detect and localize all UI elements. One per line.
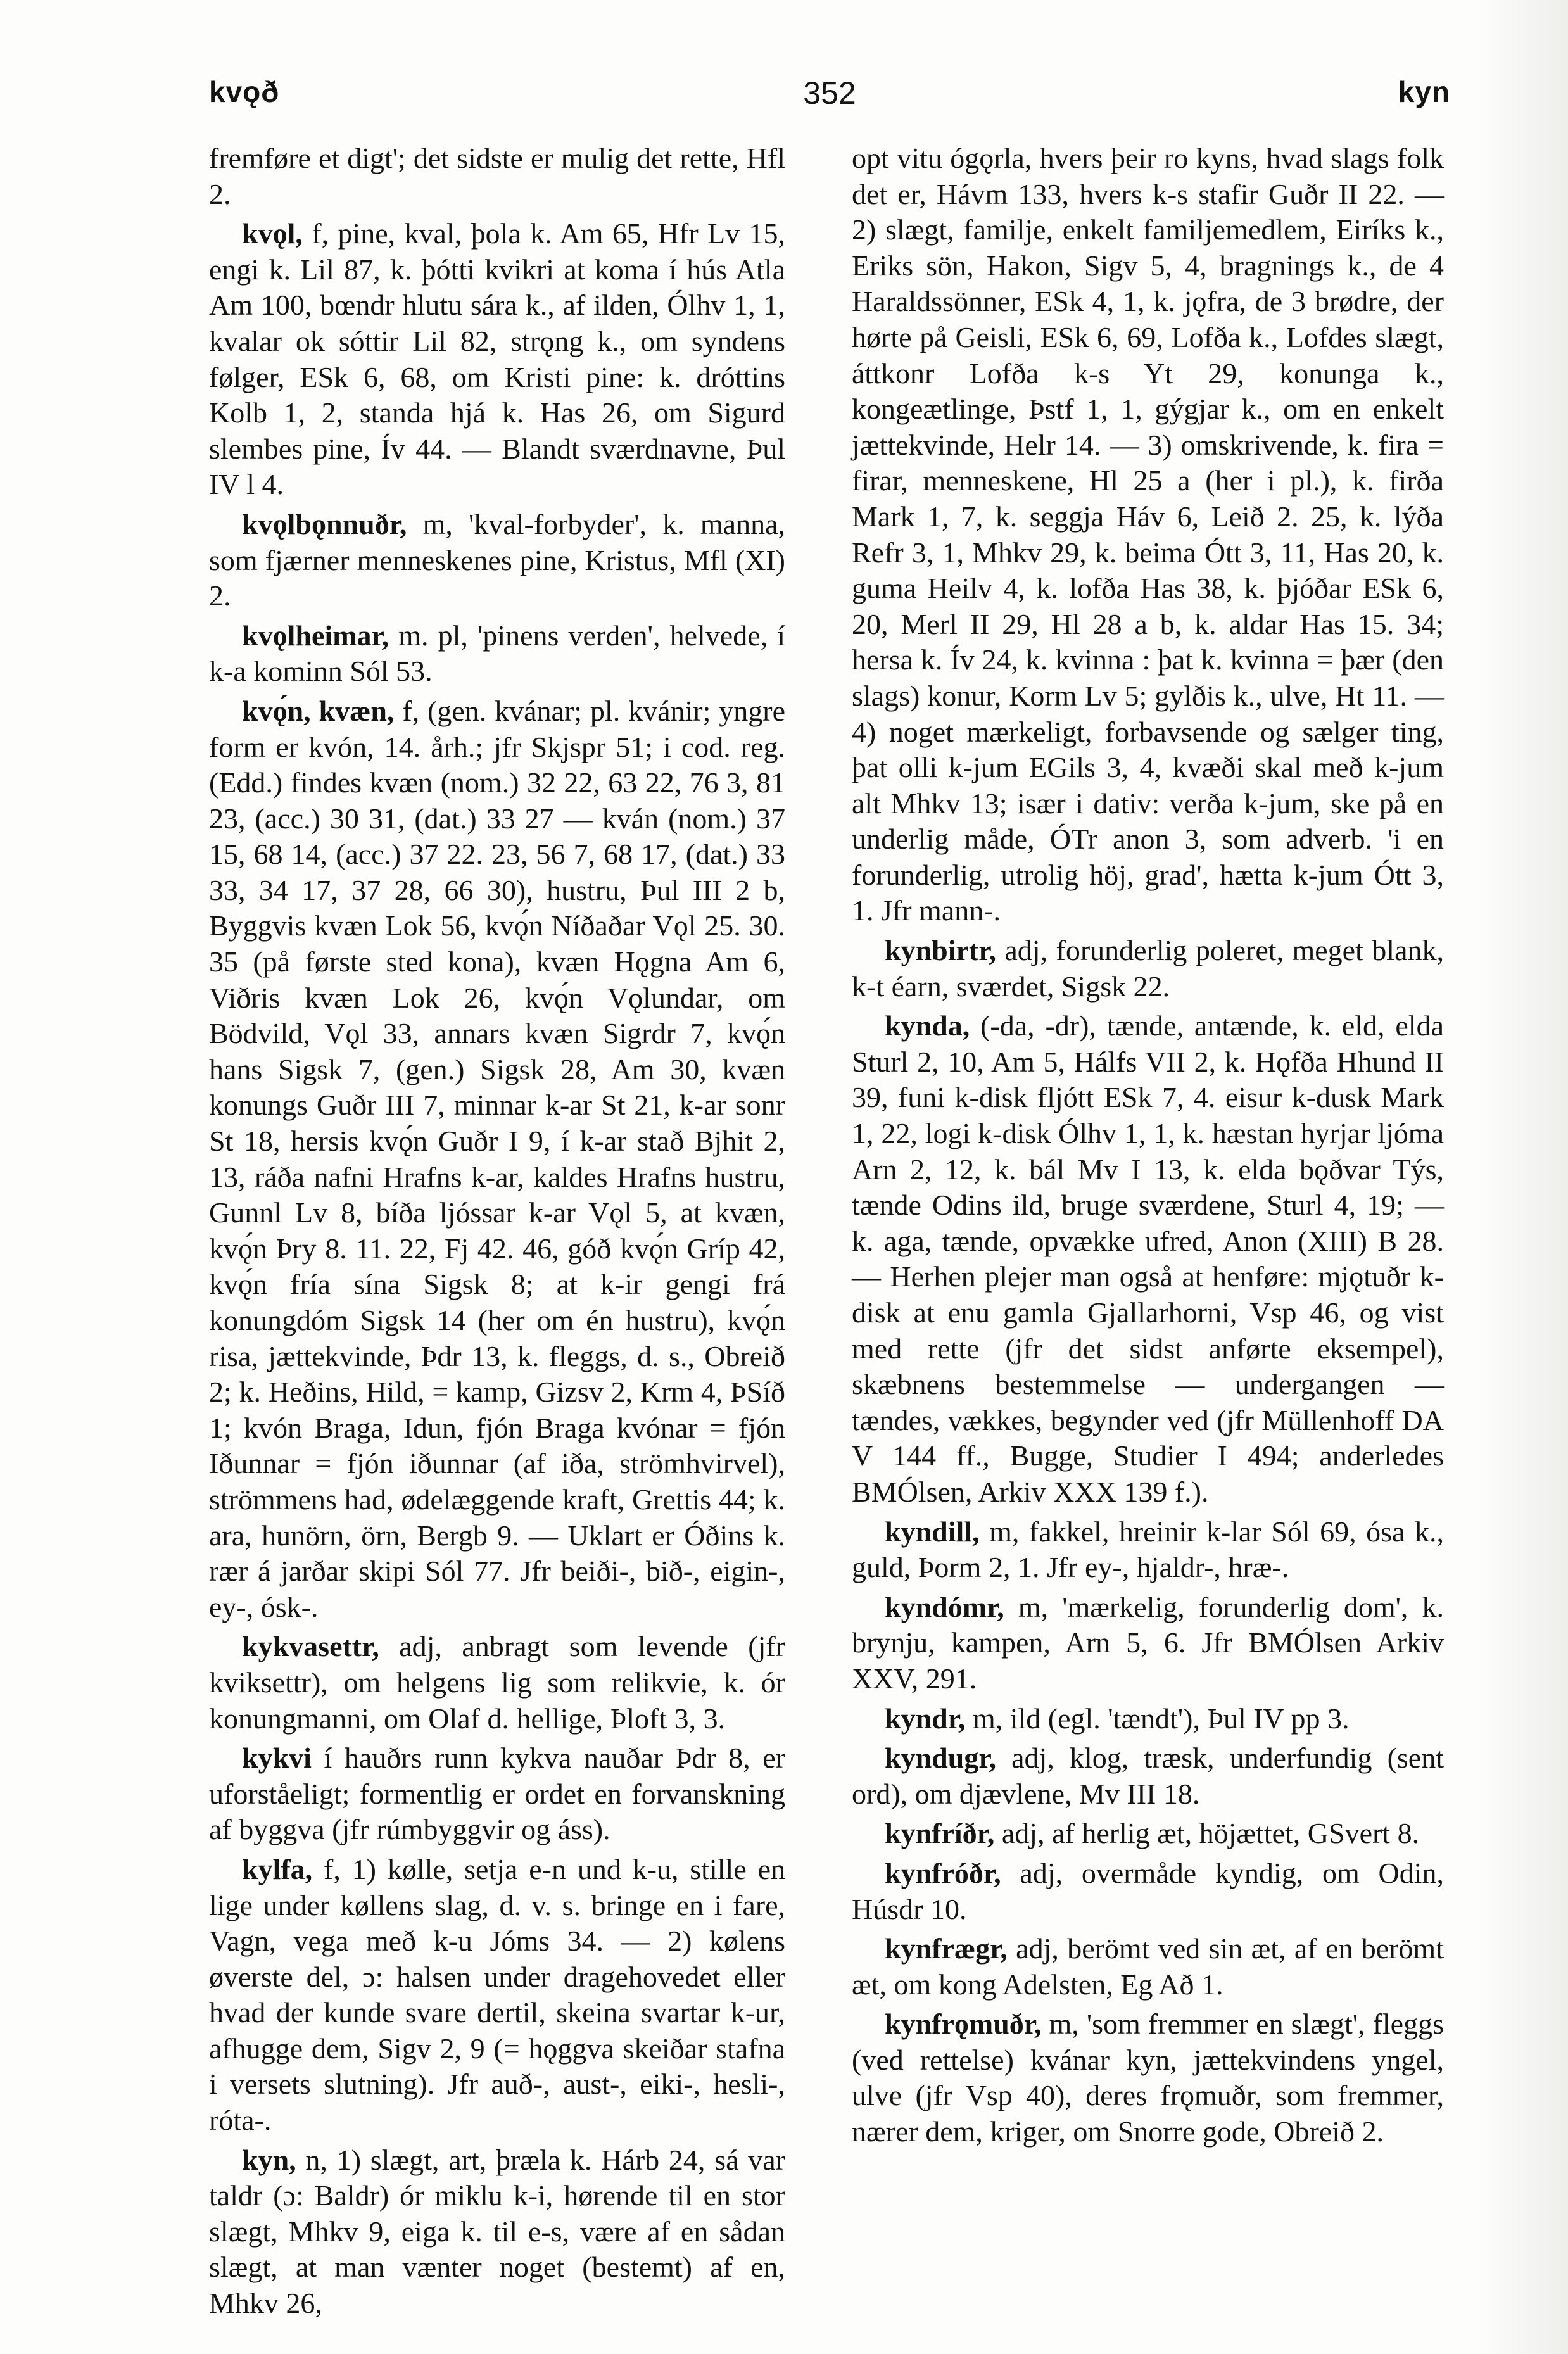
page-edge-shadow	[1479, 0, 1568, 2354]
entry-text: adj, af herlig æt, höjættet, GSvert 8.	[994, 1817, 1420, 1850]
entry-headword: kvǫ́n, kvæn,	[242, 694, 395, 727]
entry-text: m, ild (egl. 'tændt'), Þul IV pp 3.	[965, 1702, 1350, 1735]
entry-text: n, 1) slægt, art, þræla k. Hárb 24, sá var taldr (ɔ: Baldr) ór miklu k-i, hørende til en stor slægt, Mhkv 9, eiga k. til e-s, være af en sådan slægt, at man vænter noget (bestemt) af en, Mhkv 26,	[209, 2143, 785, 2320]
entry-headword: kvǫl,	[242, 217, 303, 250]
dictionary-entry	[852, 933, 1444, 1004]
dictionary-entry	[852, 1740, 1444, 1812]
entry-text: adj, anbragt som levende (jfr kviksettr), om helgens lig som relikvie, k. ór konungmanni, om Olaf d. hellige, Þloft 3, 3.	[209, 1630, 785, 1735]
entry-text: f, (gen. kvánar; pl. kvánir; yngre form er kvón, 14. årh.; jfr Skjspr 51; i cod. reg. (Edd.) findes kvæn (nom.) 32 22, 63 22, 76 3, 81 23, (acc.) 30 31, (dat.) 33 27 — kván (nom.) 37 15, 68 14, (acc.) 37 22. 23, 56 7, 68 17, (dat.) 33 33, 34 17, 37 28, 66 30), hustru, Þul III 2 b, Byggvis kvæn Lok 56, kvǫ́n Níðaðar Vǫl 25. 30. 35 (på første sted kona), kvæn Hǫgna Am 6, Viðris kvæn Lok 26, kvǫ́n Vǫlundar, om Bödvild, Vǫl 33, annars kvæn Sigrdr 7, kvǫ́n hans Sigsk 7, (gen.) Sigsk 28, Am 30, kvæn konungs Guðr III 7, minnar k-ar St 21, k-ar sonr St 18, hersis kvǫ́n Guðr I 9, í k-ar stað Bjhit 2, 13, ráða nafni Hrafns k-ar, kaldes Hrafns hustru, Gunnl Lv 8, bíða ljóssar k-ar Vǫl 5, at kvæn, kvǫ́n Þry 8. 11. 22, Fj 42. 46, góð kvǫ́n Gríp 42, kvǫ́n fría sína Sigsk 8; at k-ir gengi frá konungdóm Sigsk 14 (her om én hustru), kvǫ́n risa, jættekvinde, Þdr 13, k. fleggs, d. s., Obreið 2; k. Heðins, Hild, = kamp, Gizsv 2, Krm 4, ÞSíð 1; kvón Braga, Idun, fjón Braga kvónar = fjón Iðunnar = fjón iðunnar (af iða, strömhvirvel), strömmens had, ødelæggende kraft, Grettis 44; k. ara, hunörn, örn, Bergb 9. — Uklart er Óðins k. rær á jarðar skipi Sól 77. Jfr beiði-, bið-, eigin-, ey-, ósk-.	[209, 694, 785, 1623]
dictionary-entry	[209, 1852, 785, 2139]
entry-headword: kynfríðr,	[885, 1817, 995, 1850]
entry-headword: kynda,	[885, 1009, 970, 1042]
entry-headword: kyndómr,	[885, 1590, 1004, 1623]
entry-headword: kvǫlbǫnnuðr,	[242, 507, 407, 540]
entry-headword: kyndr,	[885, 1702, 966, 1735]
entry-text: f, 1) kølle, setja e-n und k-u, stille en lige under køllens slag, d. v. s. bringe en i fare, Vagn, vega með k-u Jóms 34. — 2) kølens øverste del, ɔ: halsen under dragehovedet eller hvad der kunde svare dertil, skeina svartar k-ur, afhugge dem, Sigv 2, 9 (= hǫggva skeiðar stafna i versets slutning). Jfr auð-, aust-, eiki-, hesli-, róta-.	[209, 1852, 785, 2137]
entry-text: adj, klog, træsk, underfundig (sent ord), om djævlene, Mv III 18.	[852, 1742, 1444, 1810]
entry-headword: kynbirtr,	[885, 934, 996, 967]
entry-text: m, 'som fremmer en slægt', fleggs (ved rettelse) kvánar kyn, jættekvindens yngel, ulve (jfr Vsp 40), deres frǫmuðr, som fremmer, nærer dem, kriger, om Snorre gode, Obreið 2.	[852, 2008, 1444, 2148]
entry-headword: kvǫlheimar,	[242, 619, 389, 652]
dictionary-entry	[852, 1008, 1444, 1510]
entry-text: adj, forunderlig poleret, meget blank, k-t éarn, sværdet, Sigsk 22.	[852, 934, 1444, 1003]
running-header	[209, 75, 1450, 125]
entry-text: (-da, -dr), tænde, antænde, k. eld, elda Sturl 2, 10, Am 5, Hálfs VII 2, k. Hǫfða Hhund II 39, funi k-disk fljótt ESk 7, 4. eisur k-dusk Mark 1, 22, logi k-disk Ólhv 1, 1, k. hæstan hyrjar ljóma Arn 2, 12, k. bál Mv I 13, k. elda bǫðvar Týs, tænde Odins ild, bruge sværdene, Sturl 4, 19; — k. aga, tænde, opvække ufred, Anon (XIII) B 28. — Herhen plejer man også at henføre: mjǫtuðr k-disk at enu gamla Gjallarhorni, Vsp 46, og vist med rette (jfr det sidst anførte eksempel), skæbnens bestemmelse — undergangen — tændes, vækkes, begynder ved (jfr Müllenhoff DA V 144 ff., Bugge, Studier I 494; anderledes BMÓlsen, Arkiv XXX 139 f.).	[852, 1009, 1444, 1508]
entry-text: opt vitu ógǫrla, hvers þeir ro kyns, hvad slags folk det er, Hávm 133, hvers k-s stafir Guðr II 22. — 2) slægt, familje, enkelt familjemedlem, Eiríks k., Eriks sön, Hakon, Sigv 5, 4, bragnings k., de 4 Haraldssönner, ESk 4, 1, k. jǫfra, de 3 brødre, der hørte på Geisli, ESk 6, 69, Lofða k., Lofdes slægt, áttkonr Lofða k-s Yt 29, konunga k., kongeætlinge, Þstf 1, 1, gýgjar k., om en enkelt jættekvinde, Helr 14. — 3) omskrivende, k. fira = firar, menneskene, Hl 25 a (her i pl.), k. firða Mark 1, 7, k. seggja Háv 6, Leið 2. 25, k. lýða Refr 3, 1, Mhkv 29, k. beima Ótt 3, 11, Has 20, k. guma Heilv 4, k. lofða Has 38, k. þjóðar ESk 6, 20, Merl II 29, Hl 28 a b, k. aldar Has 15. 34; hersa k. Ív 24, k. kvinna : þat k. kvinna = þær (den slags) konur, Korm Lv 5; gylðis k., ulve, Ht 11. — 4) noget mærkeligt, forbavsende og sælger ting, þat olli k-jum EGils 3, 4, kvæði skal með k-jum alt Mhkv 13; især i dativ: verða k-jum, ske på en underlig måde, ÓTr anon 3, som adverb. 'i en forunderlig, utrolig höj, grad', hætta k-jum Ótt 3, 1. Jfr mann-.	[852, 142, 1444, 927]
entry-headword: kykvi	[242, 1742, 312, 1775]
entry-headword: kykvasettr,	[242, 1630, 379, 1663]
dictionary-entry	[209, 141, 785, 212]
entry-text: m. pl, 'pinens verden', helvede, í k-a kominn Sól 53.	[209, 619, 785, 688]
entry-text: m, fakkel, hreinir k-lar Sól 69, ósa k., guld, Þorm 2, 1. Jfr ey-, hjaldr-, hræ-.	[852, 1515, 1444, 1584]
entry-text: m, 'kval-forbyder', k. manna, som fjærner menneskenes pine, Kristus, Mfl (XI) 2.	[209, 507, 785, 612]
entry-headword: kynfrǫmuðr,	[885, 2008, 1042, 2041]
dictionary-entry	[209, 618, 785, 690]
entry-headword: kyndugr,	[885, 1742, 997, 1775]
dictionary-entry	[209, 216, 785, 503]
right-column	[852, 141, 1444, 2154]
dictionary-entry	[209, 693, 785, 1625]
entry-text: m, 'mærkelig, forunderlig dom', k. brynju, kampen, Arn 5, 6. Jfr BMÓlsen Arkiv XXV, 291.	[852, 1590, 1444, 1695]
entry-headword: kyn,	[242, 2143, 296, 2176]
dictionary-entry	[209, 1629, 785, 1737]
dictionary-entry	[852, 1514, 1444, 1586]
entry-headword: kylfa,	[242, 1852, 313, 1885]
entry-headword: kyndill,	[885, 1515, 980, 1548]
dictionary-entry	[852, 2006, 1444, 2149]
dictionary-entry	[852, 1856, 1444, 1927]
right-running-headword: kyn	[1398, 75, 1450, 108]
dictionary-entry	[852, 1590, 1444, 1697]
dictionary-entry	[852, 1701, 1444, 1737]
left-column	[209, 141, 785, 2326]
entry-text: adj, overmåde kyndig, om Odin, Húsdr 10.	[852, 1856, 1444, 1925]
entry-text: fremføre et digt'; det sidste er mulig det rette, Hfl 2.	[209, 142, 785, 210]
entry-text: f, pine, kval, þola k. Am 65, Hfr Lv 15, engi k. Lil 87, k. þótti kvikri at koma í hús Atla Am 100, bœndr hlutu sára k., af ilden, Ólhv 1, 1, kvalar ok sóttir Lil 82, strǫng k., om syndens følger, ESk 6, 68, om Kristi pine: k. dróttins Kolb 1, 2, standa hjá k. Has 26, om Sigurd slembes pine, Ív 44. — Blandt sværdnavne, Þul IV l 4.	[209, 217, 785, 501]
dictionary-entry	[852, 1931, 1444, 2003]
entry-headword: kynfrægr,	[885, 1932, 1008, 1965]
entry-text: í hauðrs runn kykva nauðar Þdr 8, er uforståeligt; formentlig er ordet en forvanskning af byggva (jfr rúmbyggvir og áss).	[209, 1742, 785, 1846]
entry-headword: kynfróðr,	[885, 1856, 1001, 1889]
entry-text: adj, berömt ved sin æt, af en berömt æt, om kong Adelsten, Eg Að 1.	[852, 1932, 1444, 2001]
dictionary-entry	[209, 1740, 785, 1848]
page-number: 352	[803, 75, 856, 111]
dictionary-entry	[852, 1816, 1444, 1852]
left-running-headword: kvǫð	[209, 75, 280, 108]
dictionary-entry	[209, 2142, 785, 2322]
dictionary-entry	[209, 507, 785, 614]
dictionary-entry	[852, 141, 1444, 929]
